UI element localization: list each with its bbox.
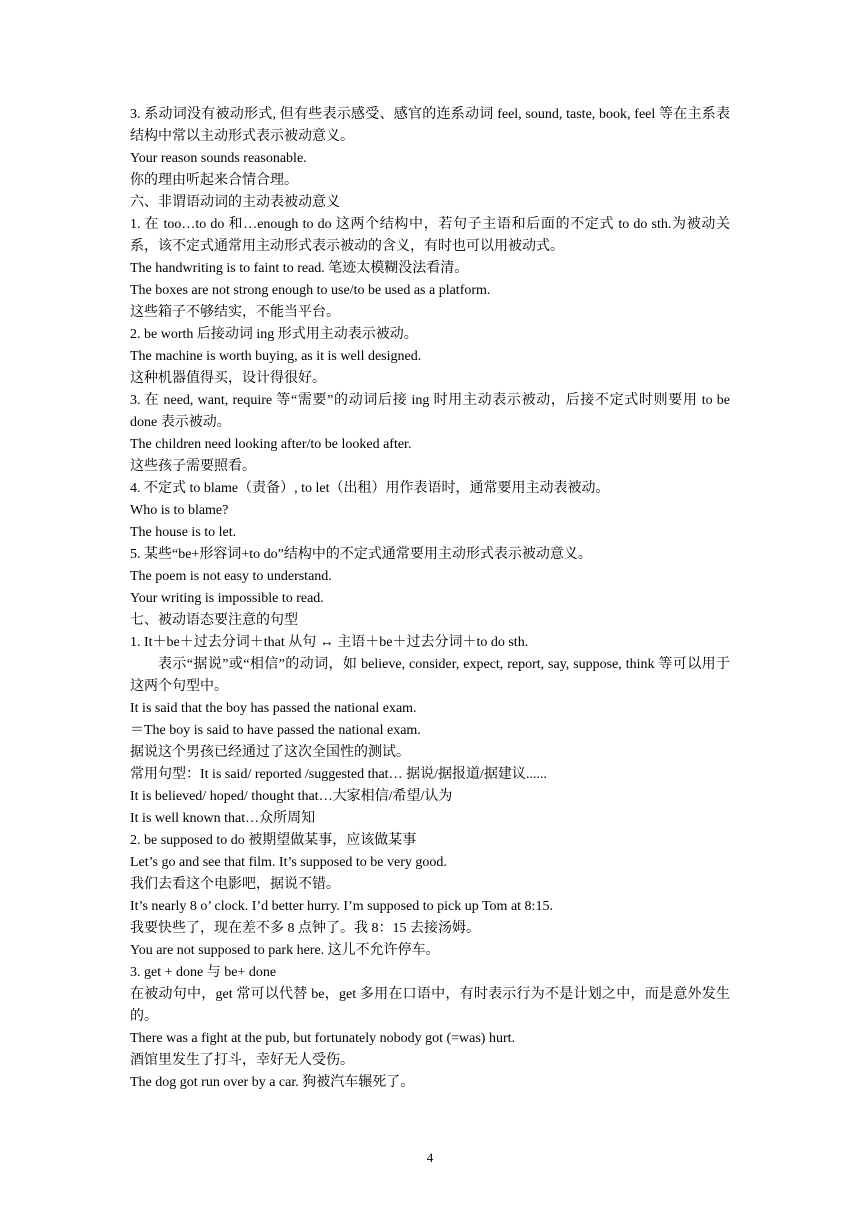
text-line: There was a fight at the pub, but fortunately nobody got (=was) hurt. bbox=[130, 1031, 516, 1046]
text-line: 我要快些了，现在差不多 8 点钟了。我 8：15 去接汤姆。 bbox=[130, 921, 480, 936]
text-line: 2. be supposed to do 被期望做某事，应该做某事 bbox=[130, 833, 417, 848]
text-line: The house is to let. bbox=[130, 525, 237, 540]
text-line: 4. 不定式 to blame（责备）, to let（出租）用作表语时，通常要用主动表被动。 bbox=[130, 481, 610, 496]
text-line: The children need looking after/to be looked after. bbox=[130, 437, 412, 452]
text-line: 常用句型：It is said/ reported /suggested that… 据说/据报道/据建议...... bbox=[130, 767, 547, 782]
text-line: 我们去看这个电影吧，据说不错。 bbox=[130, 877, 340, 892]
text-paragraph: 在被动句中，get 常可以代替 be，get 多用在口语中，有时表示行为不是计划之中，而是意外发生的。 bbox=[130, 987, 730, 1024]
text-line: 这些箱子不够结实，不能当平台。 bbox=[130, 305, 340, 320]
text-line: The poem is not easy to understand. bbox=[130, 569, 332, 584]
text-paragraph: 3. 系动词没有被动形式, 但有些表示感受、感官的连系动词 feel, sound, taste, book, feel 等在主系表结构中常以主动形式表示被动意义。 bbox=[130, 107, 730, 144]
text-line: 酒馆里发生了打斗，幸好无人受伤。 bbox=[130, 1053, 354, 1068]
text-line: The boxes are not strong enough to use/to be used as a platform. bbox=[130, 283, 491, 298]
document-body bbox=[130, 104, 730, 1094]
text-line: Your writing is impossible to read. bbox=[130, 591, 324, 606]
text-line: 3. get + done 与 be+ done bbox=[130, 965, 277, 980]
text-line: 5. 某些“be+形容词+to do”结构中的不定式通常要用主动形式表示被动意义。 bbox=[130, 547, 592, 562]
text-line: You are not supposed to park here. 这儿不允许停车。 bbox=[130, 943, 440, 958]
text-line: 七、被动语态要注意的句型 bbox=[130, 613, 298, 628]
text-line: Your reason sounds reasonable. bbox=[130, 151, 307, 166]
text-line: The handwriting is to faint to read. 笔迹太模糊没法看清。 bbox=[130, 261, 469, 276]
text-line: 据说这个男孩已经通过了这次全国性的测试。 bbox=[130, 745, 410, 760]
page-number: 4 bbox=[426, 1150, 434, 1165]
text-line: 2. be worth 后接动词 ing 形式用主动表示被动。 bbox=[130, 327, 418, 342]
text-line: Let’s go and see that film. It’s supposed to be very good. bbox=[130, 855, 447, 870]
text-line: 六、非谓语动词的主动表被动意义 bbox=[130, 195, 340, 210]
text-line: It’s nearly 8 o’ clock. I’d better hurry. I’m supposed to pick up Tom at 8:15. bbox=[130, 899, 553, 914]
text-line: The machine is worth buying, as it is well designed. bbox=[130, 349, 422, 364]
text-line: 这种机器值得买，设计得很好。 bbox=[130, 371, 326, 386]
text-paragraph: 1. 在 too…to do 和…enough to do 这两个结构中，若句子主语和后面的不定式 to do sth.为被动关系，该不定式通常用主动形式表示被动的含义，有时也可以用被动式。 bbox=[130, 217, 730, 254]
text-line: 这些孩子需要照看。 bbox=[130, 459, 256, 474]
text-line: 1. It＋be＋过去分词＋that 从句 ↔ 主语＋be＋过去分词＋to do sth. bbox=[130, 635, 529, 650]
text-line: It is believed/ hoped/ thought that…大家相信/希望/认为 bbox=[130, 789, 453, 804]
text-paragraph: 3. 在 need, want, require 等“需要”的动词后接 ing 时用主动表示被动，后接不定式时则要用 to be done 表示被动。 bbox=[130, 393, 730, 430]
text-line: 你的理由听起来合情合理。 bbox=[130, 173, 298, 188]
text-line: It is said that the boy has passed the national exam. bbox=[130, 701, 417, 716]
text-line: Who is to blame? bbox=[130, 503, 229, 518]
text-paragraph: 表示“据说”或“相信”的动词，如 believe, consider, expect, report, say, suppose, think 等可以用于这两个句型中。 bbox=[130, 657, 730, 694]
text-line: The dog got run over by a car. 狗被汽车辗死了。 bbox=[130, 1075, 415, 1090]
text-line: It is well known that…众所周知 bbox=[130, 811, 316, 826]
text-line: ＝The boy is said to have passed the national exam. bbox=[130, 723, 421, 738]
